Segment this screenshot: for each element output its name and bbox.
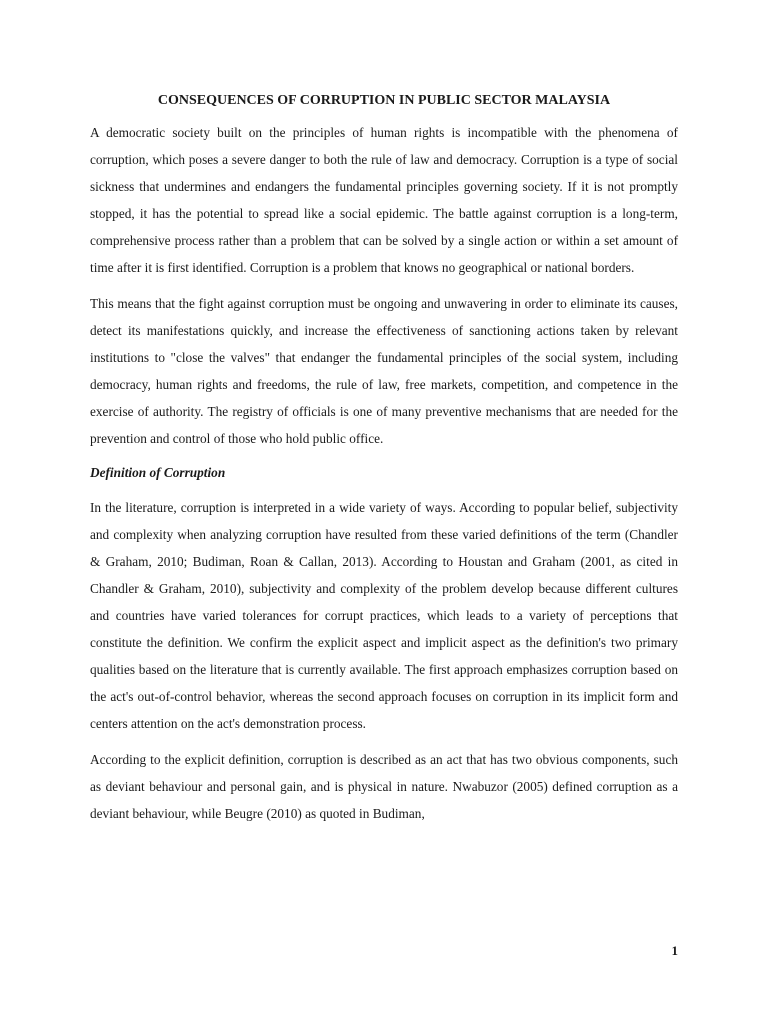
paragraph-definition-1: In the literature, corruption is interpreted in a wide variety of ways. According to popular belief, subjectivity and complexity when analyzing corruption have resulted from these varied definitions of the term (Chandler & Graham, 2010; Budiman, Roan & Callan, 2013). According to Houstan and Graham (2001, as cited in Chandler & Graham, 2010), subjectivity and complexity of the problem develop because different cultures and countries have varied tolerances for corrupt practices, which leads to a variety of perceptions that constitute the definition. We confirm the explicit aspect and implicit aspect as the definition's two primary qualities based on the literature that is currently available. The first approach emphasizes corruption based on the act's out-of-control behavior, whereas the second approach focuses on corruption in its implicit form and centers attention on the act's demonstration process.	[90, 500, 678, 731]
document-page	[90, 92, 678, 836]
section-heading-definition: Definition of Corruption	[90, 465, 226, 480]
paragraph-intro-1: A democratic society built on the principles of human rights is incompatible with the phenomena of corruption, which poses a severe danger to both the rule of law and democracy. Corruption is a type of social sickness that undermines and endangers the fundamental principles governing society. If it is not promptly stopped, it has the potential to spread like a social epidemic. The battle against corruption is a long-term, comprehensive process rather than a problem that can be solved by a single action or within a set amount of time after it is first identified. Corruption is a problem that knows no geographical or national borders.	[90, 125, 678, 275]
paragraph-definition-2: According to the explicit definition, corruption is described as an act that has two obvious components, such as deviant behaviour and personal gain, and is physical in nature. Nwabuzor (2005) defined corruption as a deviant behaviour, while Beugre (2010) as quoted in Budiman,	[90, 752, 678, 821]
page-title: CONSEQUENCES OF CORRUPTION IN PUBLIC SECTOR MALAYSIA	[157, 93, 611, 108]
page-number: 1	[671, 943, 678, 958]
paragraph-intro-2: This means that the fight against corruption must be ongoing and unwavering in order to eliminate its causes, detect its manifestations quickly, and increase the effectiveness of sanctioning actions taken by relevant institutions to "close the valves" that endanger the fundamental principles of the social system, including democracy, human rights and freedoms, the rule of law, free markets, competition, and competence in the exercise of authority. The registry of officials is one of many preventive mechanisms that are needed for the prevention and control of those who hold public office.	[90, 296, 678, 446]
